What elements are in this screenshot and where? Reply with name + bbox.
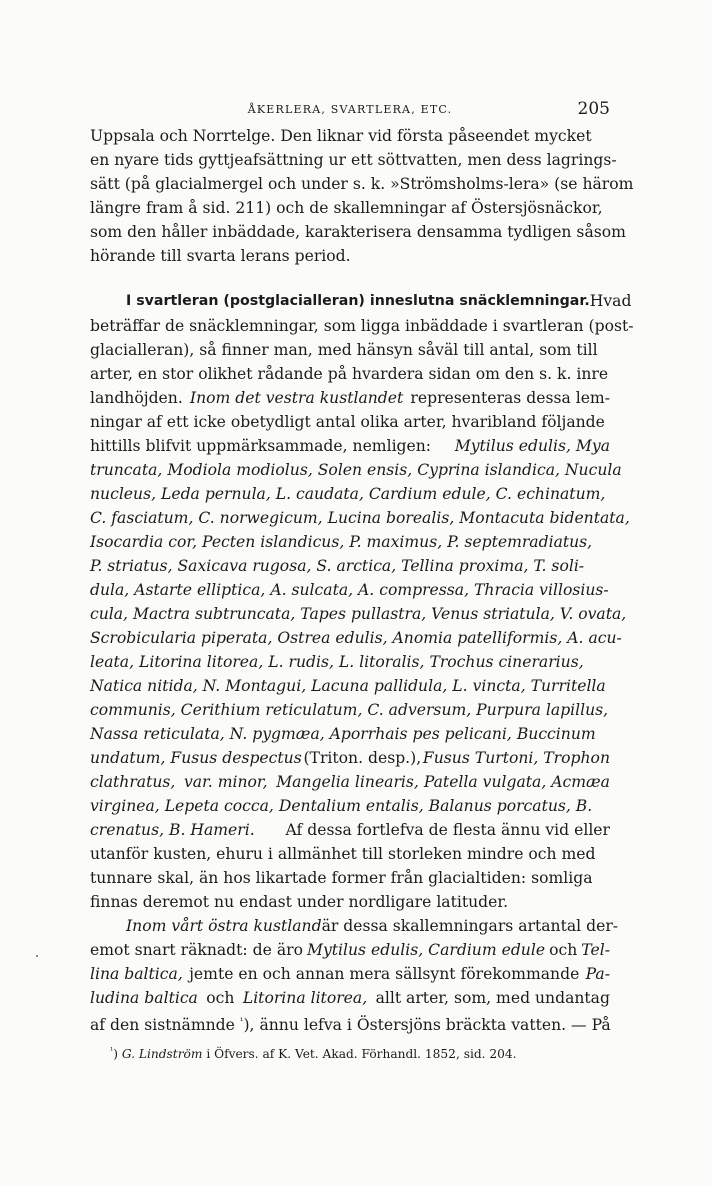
text-line: ningar af ett icke obetydligt antal olika arter, hvaribland följande (90, 413, 605, 431)
text-line: lina baltica, jemte en och annan mera sällsynt förekommande Pa- (90, 965, 610, 983)
footnote: $^{^1}$) G. Lindström i Öfvers. af K. Vet. Akad. Förhandl. 1852, sid. 204. (110, 1046, 517, 1062)
text-line: utanför kusten, ehuru i allmänhet till storleken mindre och med (90, 845, 596, 863)
text-line: hörande till svarta lerans period. (90, 247, 351, 265)
footnote-text: i Öfvers. af K. Vet. Akad. Förhandl. 1852, sid. 204. (206, 1047, 517, 1062)
footnote-marker: ¹ (110, 1046, 114, 1055)
species-line: C. fasciatum, C. norwegicum, Lucina borealis, Montacuta bidentata, (90, 509, 630, 527)
text-line: som den håller inbäddade, karakterisera densamma tydligen såsom (90, 223, 626, 241)
species-line: Nassa reticulata, N. pygmæa, Aporrhais pes pelicani, Buccinum (90, 725, 596, 743)
text-line: arter, en stor olikhet rådande på hvardera sidan om den s. k. inre (90, 365, 609, 383)
running-head (90, 99, 610, 123)
text-line: ludina baltica och Litorina litorea, allt arter, som, med undantag (90, 989, 610, 1007)
species-line: P. striatus, Saxicava rugosa, S. arctica, Tellina proxima, T. soli- (90, 557, 585, 575)
species-line: nucleus, Leda pernula, L. caudata, Cardium edule, C. echinatum, (90, 485, 606, 503)
species-line: communis, Cerithium reticulatum, C. adversum, Purpura lapillus, (90, 701, 609, 719)
text-line: tunnare skal, än hos likartade former från glacialtiden: somliga (90, 869, 593, 887)
footnote-author: G. Lindström (121, 1047, 203, 1062)
text-line: emot snart räknadt: de äro Mytilus edulis, Cardium edule och Tel- (90, 941, 610, 959)
species-line: virginea, Lepeta cocca, Dentalium entalis, Balanus porcatus, B. (90, 797, 593, 815)
footnote-ref: ¹ (239, 1017, 244, 1027)
species-line: Isocardia cor, Pecten islandicus, P. maximus, P. septemradiatus, (90, 533, 593, 551)
text-line: sätt (på glacialmergel och under s. k. »Strömsholms-lera» (se härom (90, 175, 634, 193)
species-line: leata, Litorina litorea, L. rudis, L. litoralis, Trochus cinerarius, (90, 653, 584, 671)
text-line: en nyare tids gyttjeafsättning ur ett söttvatten, men dess lagrings- (90, 151, 617, 169)
species-line: undatum, Fusus despectus (Triton. desp.), Fusus Turtoni, Trophon (90, 749, 610, 767)
page-number: 205 (577, 99, 610, 119)
section-heading: I svartleran (postglacialleran) inneslutna snäcklemningar. (126, 293, 590, 309)
text-line: glacialleran), så finner man, med hänsyn såväl till antal, som till (90, 341, 598, 359)
species-line: truncata, Modiola modiolus, Solen ensis, Cyprina islandica, Nucula (90, 461, 622, 479)
section-first-line: I svartleran (postglacialleran) inneslutna snäcklemningar. Hvad (126, 289, 610, 313)
species-line: Natica nitida, N. Montagui, Lacuna pallidula, L. vincta, Turritella (90, 677, 606, 695)
text-line: Uppsala och Norrtelge. Den liknar vid första påseendet mycket (90, 127, 592, 145)
text-line: Inom vårt östra kustland är dessa skallemningars artantal der- (126, 917, 619, 935)
text-line: hittills blifvit uppmärksammade, nemligen: Mytilus edulis, Mya (90, 437, 610, 455)
text-line: crenatus, B. Hameri. Af dessa fortlefva de flesta ännu vid eller (90, 821, 610, 839)
paper-speck (36, 955, 38, 957)
text-line: af den sistnämnde $^{^1}$), ännu lefva i Östersjöns bräckta vatten. — På (90, 1016, 611, 1035)
species-line: cula, Mactra subtruncata, Tapes pullastra, Venus striatula, V. ovata, (90, 605, 627, 623)
running-title: ÅKERLERA, SVARTLERA, ETC. (247, 103, 453, 116)
species-line: clathratus, var. minor, Mangelia linearis, Patella vulgata, Acmæa (90, 773, 610, 791)
species-line: Scrobicularia piperata, Ostrea edulis, Anomia patelliformis, A. acu- (90, 629, 622, 647)
text-line: beträffar de snäcklemningar, som ligga inbäddade i svartleran (post- (90, 317, 634, 335)
text-line: längre fram å sid. 211) och de skallemningar af Östersjösnäckor, (90, 199, 603, 217)
species-line: dula, Astarte elliptica, A. sulcata, A. compressa, Thracia villosius- (90, 581, 609, 599)
text-line: finnas deremot nu endast under nordligare latituder. (90, 893, 509, 911)
text-line: landhöjden. Inom det vestra kustlandet representeras dessa lem- (90, 389, 610, 407)
